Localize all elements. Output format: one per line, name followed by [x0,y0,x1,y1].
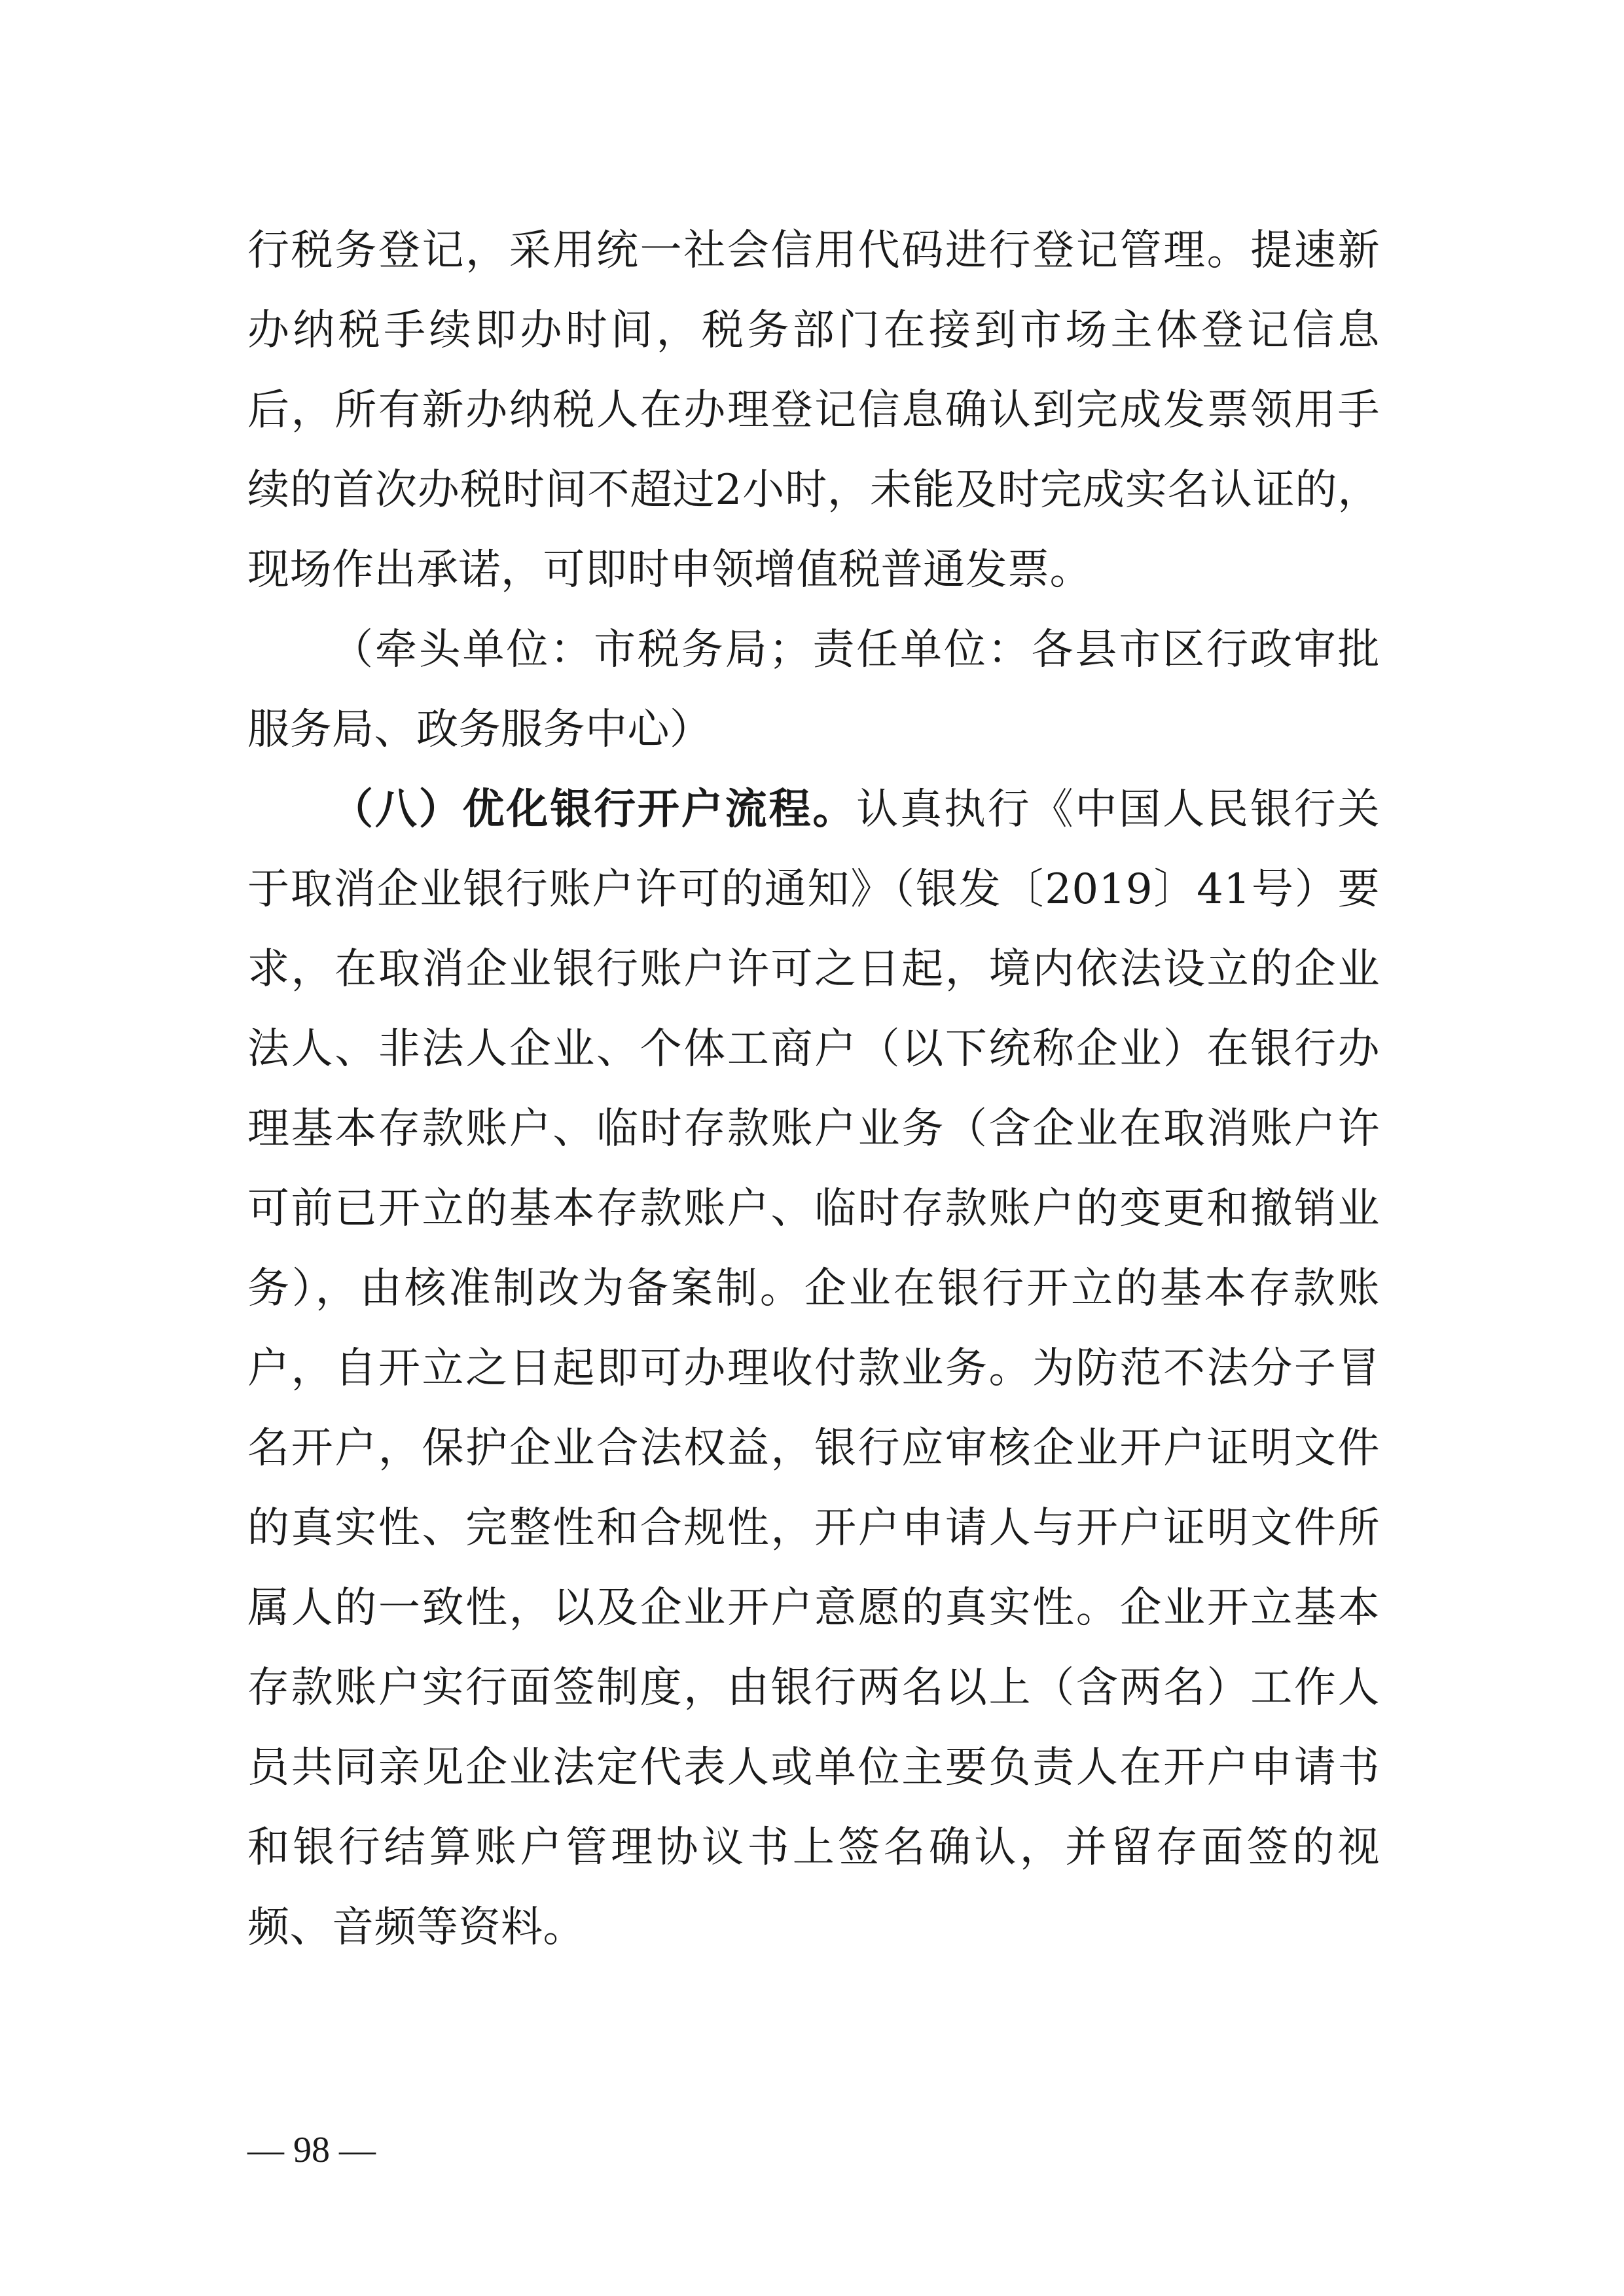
paragraph-bank-account-opening [247,770,1380,1967]
page-number: — 98 — [247,2130,376,2170]
paragraph-text: 认真执行《中国人民银行关于取消企业银行账户许可的通知》（银发〔2019〕41号）要求，在取消企业银行账户许可之日起，境内依法设立的企业法人、非法人企业、个体工商户（以下统称企业）在银行办理基本存款账户、临时存款账户业务（含企业在取消账户许可前已开立的基本存款账户、临时存款账户的变更和撤销业务），由核准制改为备案制。企业在银行开立的基本存款账户，自开立之日起即可办理收付款业务。为防范不法分子冒名开户，保护企业合法权益，银行应审核企业开户证明文件的真实性、完整性和合规性，开户申请人与开户证明文件所属人的一致性，以及企业开户意愿的真实性。企业开立基本存款账户实行面签制度，由银行两名以上（含两名）工作人员共同亲见企业法定代表人或单位主要负责人在开户申请书和银行结算账户管理协议书上签名确认，并留存面签的视频、音频等资料。 [247,785,1380,1952]
paragraph-responsible-units [247,610,1380,770]
paragraph-tax-registration [247,211,1380,610]
paragraph-text: （牵头单位：市税务局；责任单位：各县市区行政审批服务局、政务服务中心） [247,626,1380,754]
body-text [247,211,1380,1967]
paragraph-text: 行税务登记，采用统一社会信用代码进行登记管理。提速新办纳税手续即办时间，税务部门在接到市场主体登记信息后，所有新办纳税人在办理登记信息确认到完成发票领用手续的首次办税时间不超过2小时，未能及时完成实名认证的，现场作出承诺，可即时申领增值税普通发票。 [247,226,1380,594]
section-heading: （八）优化银行开户流程。 [331,785,857,834]
